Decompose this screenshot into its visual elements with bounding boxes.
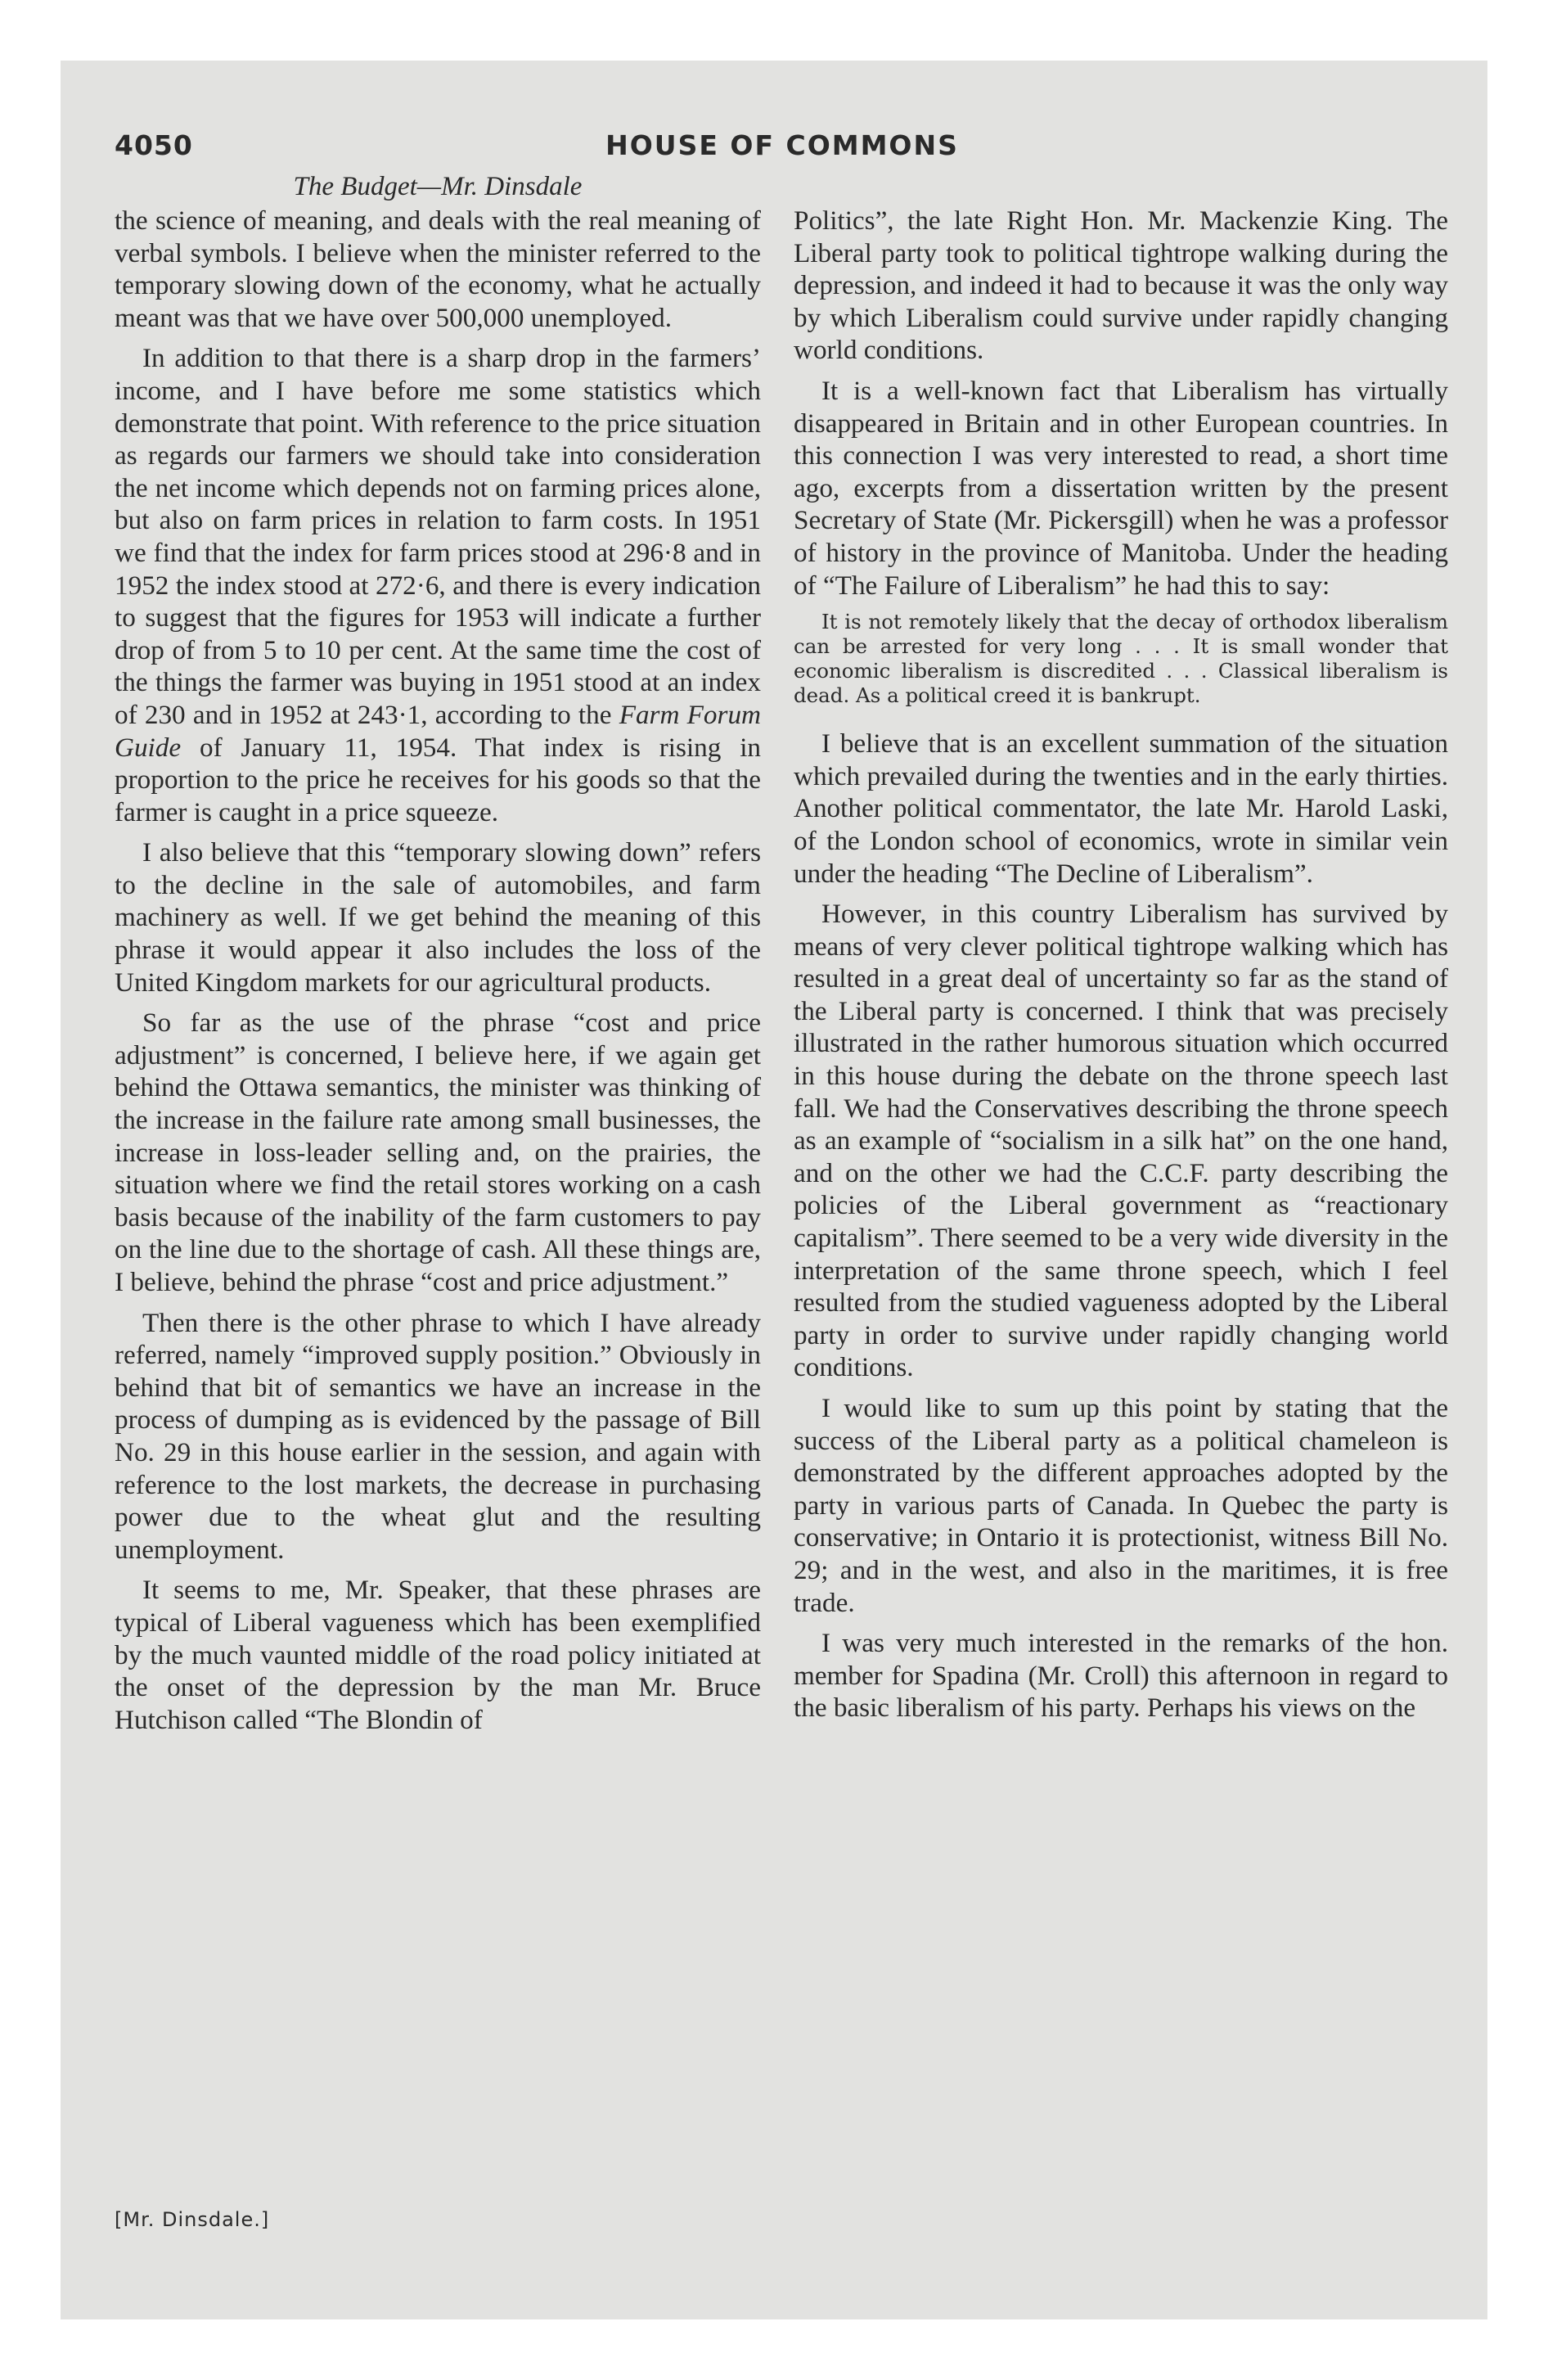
block-quote: It is not remotely likely that the decay of orthodox liberalism can be arrested for very long . . . It is small wonder that economic liberalism is discredited . . . Classical liberalism is dead. As a political creed it is bankrupt.	[794, 610, 1448, 708]
paragraph: I believe that is an excellent summation of the situation which prevailed during the twenties and in the early thirties. Another political commentator, the late Mr. Harold Laski, of the London school of economics, wrote in similar vein under the heading “The Decline of Liberalism”.	[794, 728, 1448, 889]
paragraph: I was very much interested in the remarks of the hon. member for Spadina (Mr. Croll) this afternoon in regard to the basic liberalism of his party. Perhaps his views on the	[794, 1628, 1448, 1724]
paragraph: It seems to me, Mr. Speaker, that these phrases are typical of Liberal vagueness which has been exemplified by the much vaunted middle of the road policy initiated at the onset of the depression by the man Mr. Bruce Hutchison called “The Blondin of	[115, 1575, 761, 1735]
page-number: 4050	[115, 129, 193, 161]
page-header	[115, 129, 1450, 170]
publication-title: Farm Forum Guide	[115, 699, 762, 763]
paragraph: Then there is the other phrase to which I have already referred, namely “improved supply position.” Obviously in behind that bit of semantics we have an increase in the process of dumping as is evidenced by the passage of Bill No. 29 in this house earlier in the session, and again with reference to the lost markets, the decrease in purchasing power due to the wheat glut and the resulting unemployment.	[115, 1307, 761, 1565]
paragraph	[115, 342, 761, 828]
speaker-footer: [Mr. Dinsdale.]	[115, 2208, 270, 2231]
paragraph: the science of meaning, and deals with the real meaning of verbal symbols. I believe when the minister referred to the temporary slowing down of the economy, what he actually meant was that we have over 500,000 unemployed.	[115, 205, 761, 333]
running-head: The Budget—Mr. Dinsdale	[293, 172, 583, 201]
journal-title: HOUSE OF COMMONS	[605, 129, 959, 161]
paragraph: I also believe that this “temporary slowing down” refers to the decline in the sale of automobiles, and farm machinery as well. If we get behind the meaning of this phrase it would appear it also includes the loss of the United Kingdom markets for our agricultural products.	[115, 837, 761, 998]
paragraph: However, in this country Liberalism has survived by means of very clever political tightrope walking which has resulted in a great deal of uncertainty so far as the stand of the Liberal party is concerned. I think that was precisely illustrated in the rather humorous situation which occurred in this house during the debate on the throne speech last fall. We had the Conservatives describing the throne speech as an example of “socialism in a silk hat” on the one hand, and on the other we had the C.C.F. party describing the policies of the Liberal government as “reactionary capitalism”. There seemed to be a very wide diversity in the interpretation of the same throne speech, which I feel resulted from the studied vagueness adopted by the Liberal party in order to survive under rapidly changing world conditions.	[794, 899, 1448, 1383]
paragraph-text: In addition to that there is a sharp drop in the farmers’ income, and I have before me some statistics which demonstrate that point. With reference to the price situation as regards our farmers we should take into consideration the net income which depends not on farming prices alone, but also on farm prices in relation to farm costs. In 1951 we find that the index for farm prices stood at 296·8 and in 1952 the index stood at 272·6, and there is every indication to suggest that the figures for 1953 will indicate a further drop of from 5 to 10 per cent. At the same time the cost of the things the farmer was buying in 1951 stood at an index of 230 and in 1952 at 243·1, according to the	[115, 343, 761, 730]
right-column	[794, 205, 1448, 1733]
paragraph: So far as the use of the phrase “cost and price adjustment” is concerned, I believe here, if we again get behind the Ottawa semantics, the minister was thinking of the increase in the failure rate among small businesses, the increase in loss-leader selling and, on the prairies, the situation where we find the retail stores working on a cash basis because of the inability of the farm customers to pay on the line due to the shortage of cash. All these things are, I believe, behind the phrase “cost and price adjustment.”	[115, 1007, 761, 1297]
paragraph-text: of January 11, 1954. That index is rising in proportion to the price he receives for his goods so that the farmer is caught in a price squeeze.	[115, 732, 762, 827]
paragraph: Politics”, the late Right Hon. Mr. Mackenzie King. The Liberal party took to political tightrope walking during the depression, and indeed it had to because it was the only way by which Liberalism could survive under rapidly changing world conditions.	[794, 205, 1448, 366]
paragraph: I would like to sum up this point by stating that the success of the Liberal party as a political chameleon is demonstrated by the different approaches adopted by the party in various parts of Canada. In Quebec the party is conservative; in Ontario it is protectionist, witness Bill No. 29; and in the west, and also in the maritimes, it is free trade.	[794, 1393, 1448, 1618]
paragraph: It is a well-known fact that Liberalism has virtually disappeared in Britain and in other European countries. In this connection I was very interested to read, a short time ago, excerpts from a dissertation written by the present Secretary of State (Mr. Pickersgill) when he was a professor of history in the province of Manitoba. Under the heading of “The Failure of Liberalism” he had this to say:	[794, 375, 1448, 601]
left-column	[115, 205, 761, 1744]
